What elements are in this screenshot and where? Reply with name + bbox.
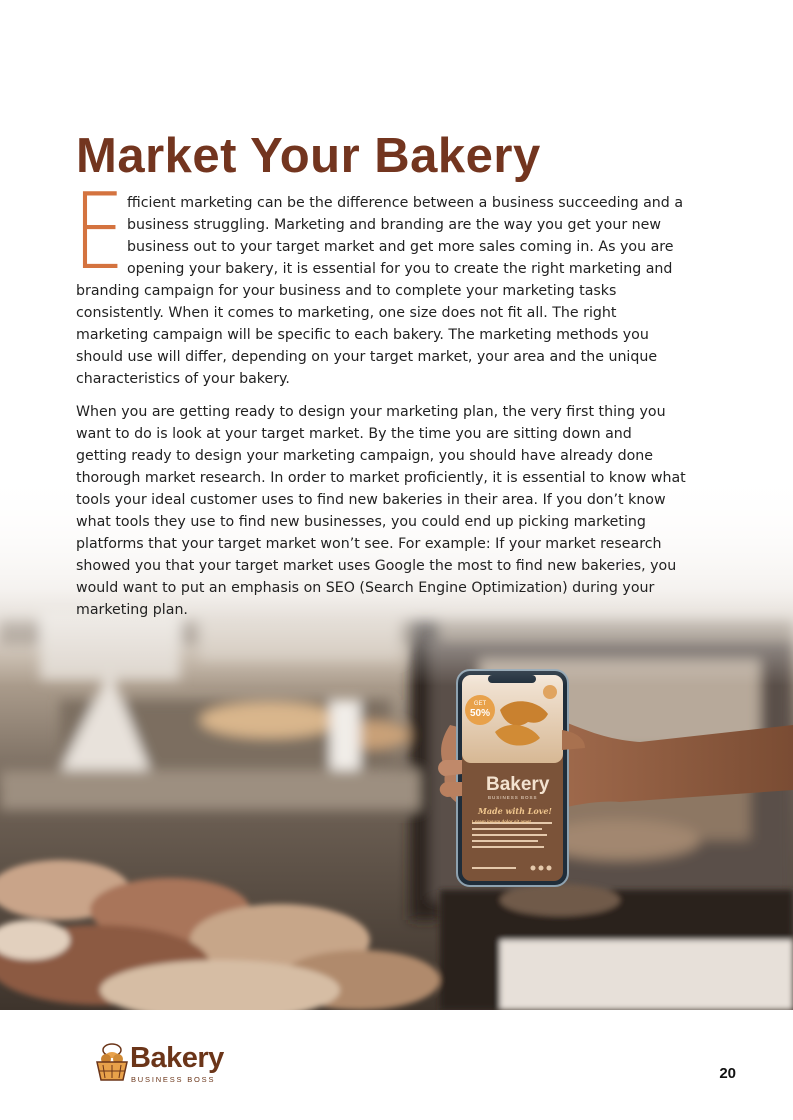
phone-brand-sub: BUSINESS BOSS [488,795,538,800]
footer-logo-sub: BUSINESS BOSS [131,1075,216,1084]
phone-brand: Bakery [486,774,550,795]
body-text [73,171,686,621]
phone-badge [466,700,494,718]
phone-tagline: Made with Love! [478,806,552,816]
drop-cap: E [73,171,125,293]
page-title: Market Your Bakery [76,129,541,183]
paragraph-2: When you are getting ready to design your marketing plan, the very first thing you want to do is look at your target market. By the time you are sitting down and getting ready to design your marketing campaign, you should have already done thorough market research. In order to market proficiently, it is essential to know what tools your ideal customer uses to find new bakeries in their area. If you don’t know what tools they use to find new businesses, you could end up picking marketing platforms that your target market won’t see. For example: If your market research showed you that your target market uses Google the most to find new bakeries, you would want to put an emphasis on SEO (Search Engine Optimization) during your marketing plan. [76,404,686,618]
phone-badge-value: 50% [469,708,490,719]
phone-badge-top: GET [473,701,487,707]
footer-logo-word: Bakery [130,1042,224,1074]
paragraph-1 [73,171,686,390]
footer-logo [94,1040,234,1090]
paragraph-1-text: fficient marketing can be the difference between a business succeeding and a business struggling. Marketing and branding are the way you get your new business out to your target market and get more sales coming in. As you are opening your bakery, it is essential for you to create the right marketing and branding campaign for your business and to complete your marketing tasks consistently. When it comes to marketing, one size does not fit all. The right marketing campaign will be specific to each bakery. The marketing methods you should use will differ, depending on your target market, your area and the unique characteristics of your bakery. [76,195,684,387]
page-number: 20 [719,1065,736,1082]
bakery-basket-logo-icon [94,1040,130,1086]
footer [0,1010,793,1120]
drop-cap-box [73,171,127,293]
phone-lorem-heading: Lorem ipsum dolor sit amet [472,819,532,824]
